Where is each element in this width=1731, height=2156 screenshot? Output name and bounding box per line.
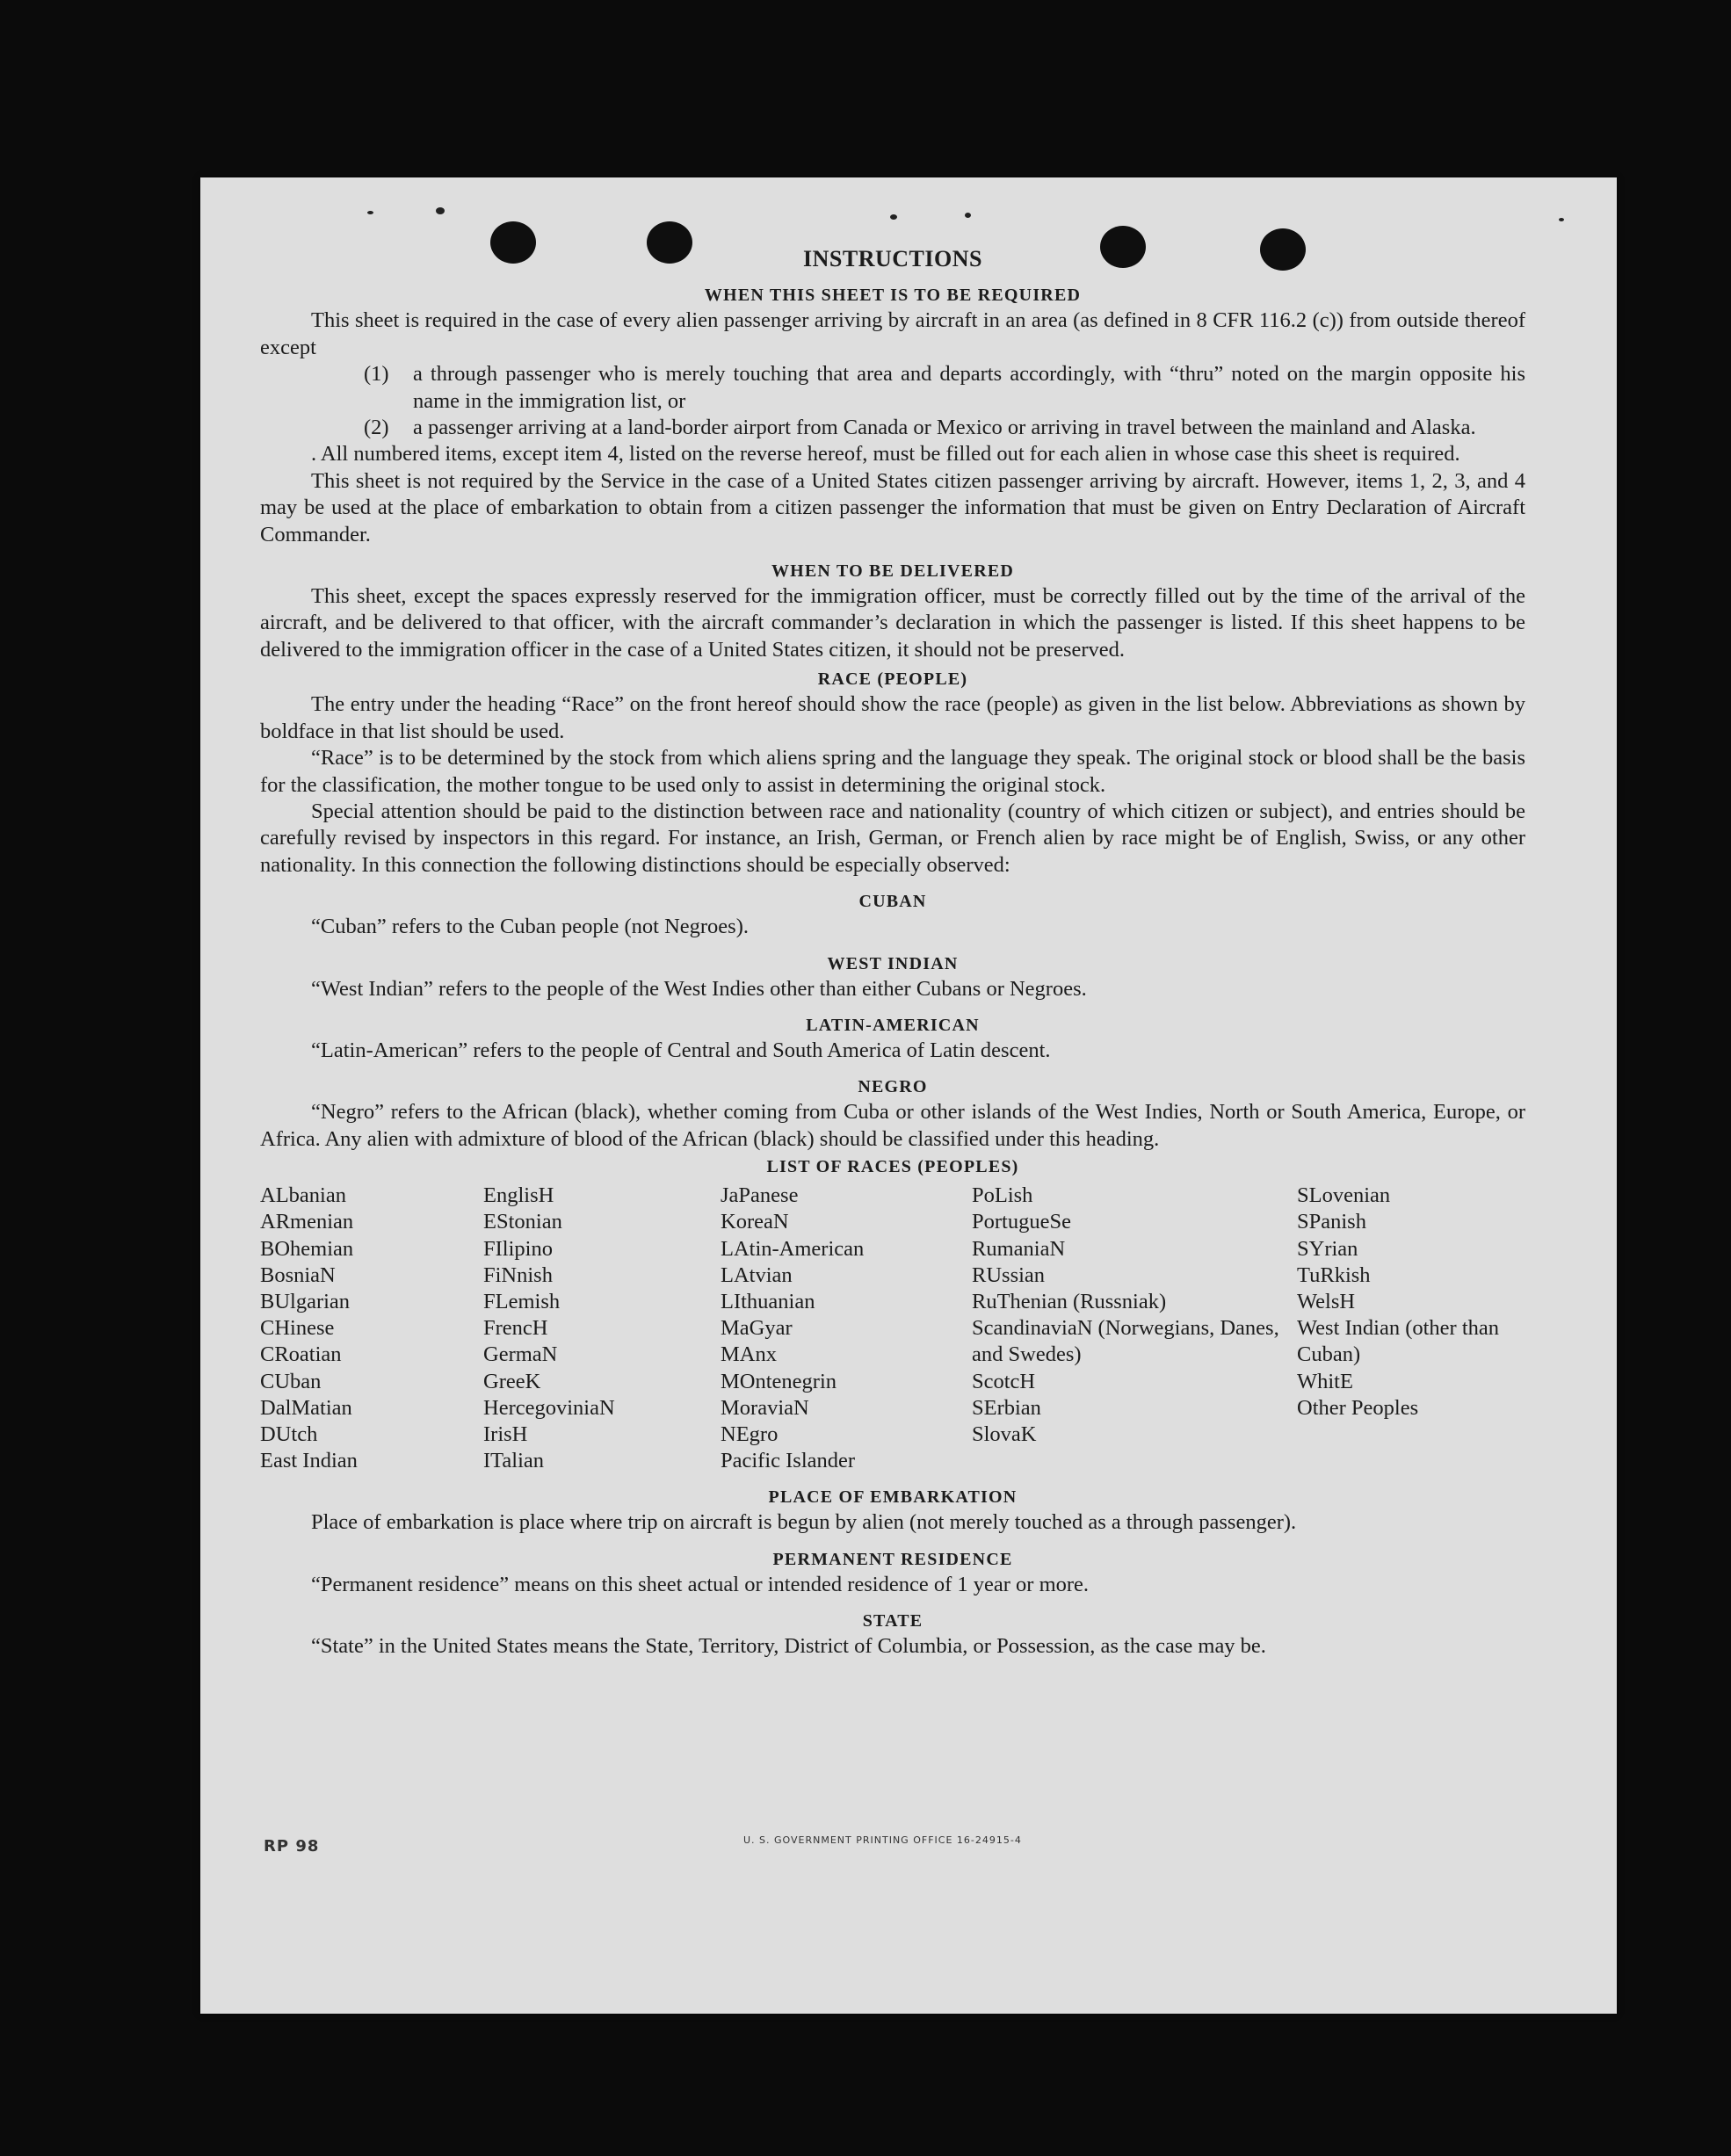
race-item: SYrian [1297, 1236, 1358, 1261]
race-item: GreeK [483, 1369, 541, 1393]
definition: “West Indian” refers to the people of the West Indies other than either Cubans or Negroes. [311, 976, 1087, 1001]
paragraph: This sheet, except the spaces expressly reserved for the immigration officer, must be correctly filled out by the time of the arrival of the aircraft, and be delivered to that officer, with the aircraft commander’s declaration in which the passenger is listed. If this sheet happens to be delivered to the immigration officer in the case of a United States citizen, it should not be preserved. [260, 584, 1525, 662]
speck [367, 211, 373, 214]
race-item: SlovaK [972, 1422, 1037, 1446]
definition: “Permanent residence” means on this sheet actual or intended residence of 1 year or more. [311, 1572, 1090, 1596]
item-number: (2) [364, 416, 389, 440]
race-item: HercegoviniaN [483, 1395, 615, 1420]
race-item: FLemish [483, 1289, 561, 1313]
race-item: ITalian [483, 1449, 545, 1473]
race-item: BOhemian [260, 1236, 354, 1261]
race-item: ARmenian [260, 1210, 354, 1234]
race-list [260, 1183, 1525, 1474]
heading-cuban: CUBAN [858, 892, 927, 912]
race-item: MoraviaN [721, 1395, 809, 1420]
heading-when-required: WHEN THIS SHEET IS TO BE REQUIRED [704, 286, 1082, 306]
race-item: JaPanese [721, 1183, 799, 1208]
race-item: MAnx [721, 1342, 777, 1367]
race-item: LAtvian [721, 1262, 793, 1287]
race-column [483, 1183, 721, 1474]
race-item: SLovenian [1297, 1183, 1391, 1208]
page-title: INSTRUCTIONS [803, 246, 982, 271]
paragraph: The entry under the heading “Race” on the front hereof should show the race (people) as given in the list below. Abbreviations as shown by boldface in that list should be used. [260, 692, 1525, 743]
race-item: EStonian [483, 1210, 562, 1234]
race-item: RUssian [972, 1262, 1046, 1287]
race-item: DalMatian [260, 1395, 352, 1420]
heading-latin-american: LATIN-AMERICAN [806, 1015, 980, 1035]
race-item: ScotcH [972, 1369, 1036, 1393]
heading-embarkation: PLACE OF EMBARKATION [768, 1487, 1018, 1508]
race-item: KoreaN [721, 1210, 789, 1234]
item-number: (1) [364, 362, 389, 387]
form-code: RP 98 [264, 1837, 320, 1856]
race-column [260, 1183, 483, 1474]
race-item: EnglisH [483, 1183, 554, 1208]
race-item: PortugueSe [972, 1210, 1071, 1234]
race-item: IrisH [483, 1422, 528, 1446]
race-item: West Indian (other than Cuban) [1297, 1316, 1500, 1367]
instructions-body [260, 246, 1525, 1660]
race-item: BosniaN [260, 1262, 336, 1287]
heading-when-delivered: WHEN TO BE DELIVERED [771, 561, 1015, 582]
heading-state: STATE [862, 1611, 923, 1631]
printer-imprint: U. S. GOVERNMENT PRINTING OFFICE 16-24915-4 [743, 1834, 1022, 1846]
race-item: FIlipino [483, 1236, 553, 1261]
heading-list-of-races: LIST OF RACES (PEOPLES) [766, 1157, 1019, 1177]
speck [1559, 218, 1564, 221]
race-item: FiNnish [483, 1262, 553, 1287]
definition: Place of embarkation is place where trip on aircraft is begun by alien (not merely touched as a through passenger). [311, 1510, 1297, 1535]
paragraph: . All numbered items, except item 4, listed on the reverse hereof, must be filled out for each alien in whose case this sheet is required. [311, 442, 1460, 467]
item-text: a passenger arriving at a land-border airport from Canada or Mexico or arriving in travel between the mainland and Alaska. [413, 416, 1476, 440]
race-item: CUban [260, 1369, 322, 1393]
speck [965, 213, 971, 218]
paragraph: This sheet is not required by the Service in the case of a United States citizen passenger arriving by aircraft. However, items 1, 2, 3, and 4 may be used at the place of embarkation to obtain from a citizen passenger the information that must be given on Entry Declaration of Aircraft Commander. [260, 468, 1525, 546]
race-item: CRoatian [260, 1342, 342, 1367]
heading-west-indian: WEST INDIAN [827, 953, 959, 973]
exception-item [260, 415, 1525, 441]
definition: “Cuban” refers to the Cuban people (not Negroes). [311, 915, 749, 939]
race-item: RuThenian (Russniak) [972, 1289, 1167, 1313]
race-item: SPanish [1297, 1210, 1366, 1234]
race-item: PoLish [972, 1183, 1033, 1208]
paragraph: This sheet is required in the case of every alien passenger arriving by aircraft in an area (as defined in 8 CFR 116.2 (c)) from outside thereof except [260, 308, 1525, 359]
race-item: LIthuanian [721, 1289, 815, 1313]
race-item: MaGyar [721, 1316, 793, 1341]
paragraph: “Race” is to be determined by the stock from which aliens spring and the language they speak. The original stock or blood shall be the basis for the classification, the mother tongue to be used only to assist in determining the original stock. [260, 746, 1525, 797]
speck [890, 214, 897, 220]
race-item: Other Peoples [1297, 1395, 1419, 1420]
instruction-sheet [200, 177, 1617, 2014]
race-item: East Indian [260, 1449, 358, 1473]
race-item: Pacific Islander [721, 1449, 856, 1473]
race-item: ALbanian [260, 1183, 346, 1208]
race-item: LAtin-American [721, 1236, 865, 1261]
race-item: TuRkish [1297, 1262, 1371, 1287]
race-item: WelsH [1297, 1289, 1356, 1313]
heading-permanent-residence: PERMANENT RESIDENCE [772, 1549, 1013, 1569]
item-text: a through passenger who is merely touching that area and departs accordingly, with “thru” noted on the margin opposite his name in the immigration list, or [413, 362, 1525, 413]
definition: “Negro” refers to the African (black), whether coming from Cuba or other islands of the West Indies, North or South America, Europe, or Africa. Any alien with admixture of blood of the African (black) should be classified under this heading. [260, 1100, 1525, 1151]
race-item: WhitE [1297, 1369, 1353, 1393]
race-item: FrencH [483, 1316, 548, 1341]
speck [436, 207, 445, 214]
exception-item [260, 361, 1525, 415]
race-item: BUlgarian [260, 1289, 351, 1313]
race-item: NEgro [721, 1422, 779, 1446]
definition: “Latin-American” refers to the people of Central and South America of Latin descent. [311, 1038, 1051, 1062]
paragraph: Special attention should be paid to the distinction between race and nationality (country of which citizen or subject), and entries should be carefully revised by inspectors in this regard. For instance, an Irish, German, or French alien by race might be of English, Swiss, or any other nationality. In this connection the following distinctions should be especially observed: [260, 799, 1525, 877]
race-item: RumaniaN [972, 1236, 1066, 1261]
race-item: ScandinaviaN (Norwegians, Danes, and Swedes) [972, 1316, 1279, 1367]
definition: “State” in the United States means the State, Territory, District of Columbia, or Possession, as the case may be. [311, 1634, 1266, 1659]
race-column [972, 1183, 1297, 1474]
race-column [721, 1183, 972, 1474]
heading-race: RACE (PEOPLE) [817, 669, 968, 690]
race-column [1297, 1183, 1525, 1474]
race-item: MOntenegrin [721, 1369, 837, 1393]
race-item: SErbian [972, 1395, 1041, 1420]
race-item: DUtch [260, 1422, 318, 1446]
race-item: GermaN [483, 1342, 558, 1367]
heading-negro: NEGRO [858, 1077, 928, 1097]
race-item: CHinese [260, 1316, 335, 1341]
